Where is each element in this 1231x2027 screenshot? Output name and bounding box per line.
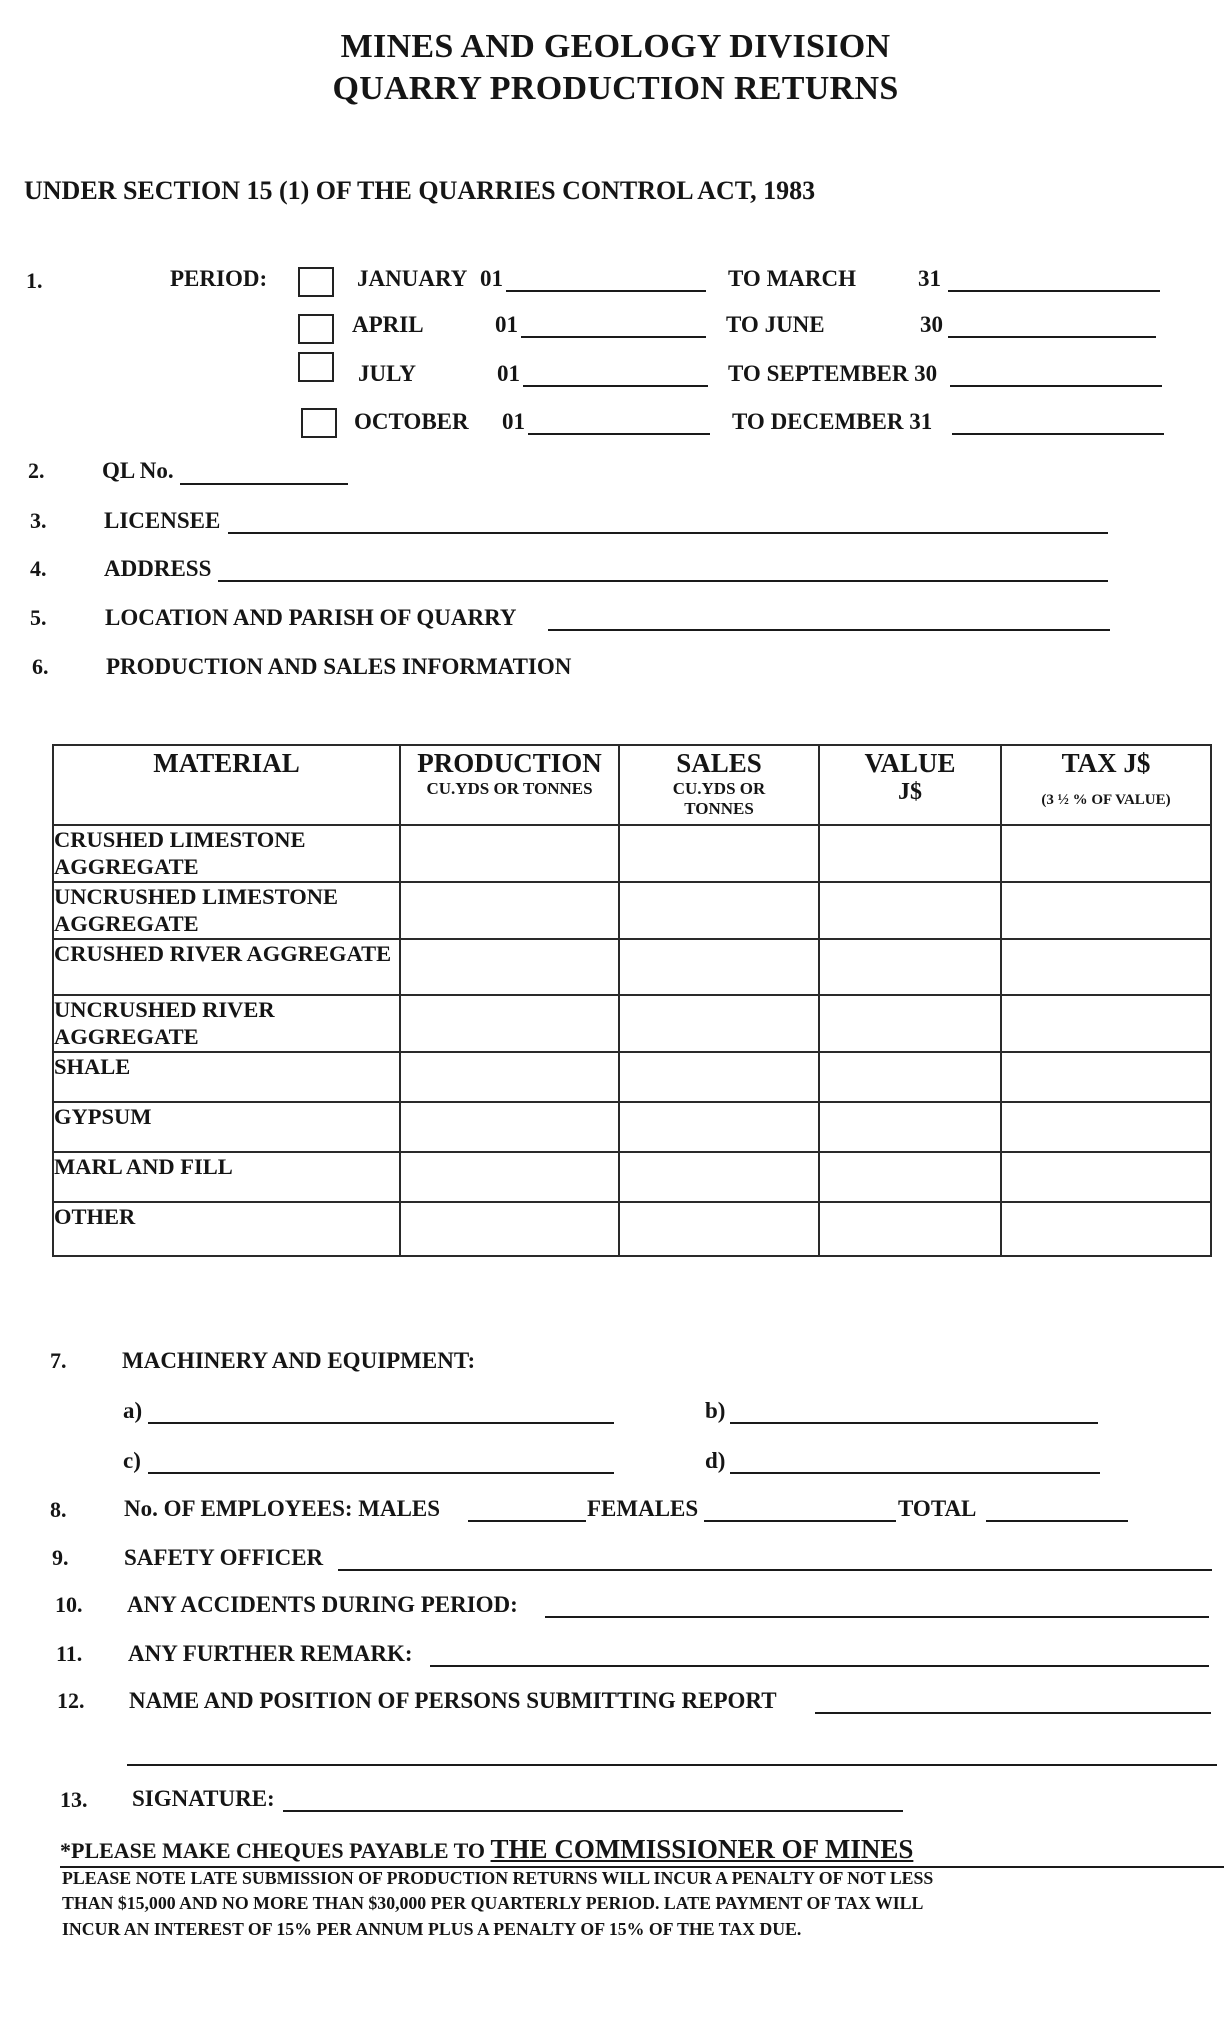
period-start-day: 01 bbox=[502, 409, 525, 434]
period-end: TO SEPTEMBER 30 bbox=[728, 361, 938, 386]
tax-cell[interactable] bbox=[1001, 939, 1211, 995]
production-sales-table bbox=[52, 744, 1212, 1257]
employees-females-label: FEMALES bbox=[587, 1496, 699, 1521]
submitter-field[interactable] bbox=[815, 1712, 1211, 1714]
item7-number: 7. bbox=[50, 1348, 67, 1373]
ql-number-label: QL No. bbox=[102, 458, 174, 483]
machinery-d-label: d) bbox=[705, 1448, 726, 1473]
production-cell[interactable] bbox=[400, 882, 619, 939]
production-cell[interactable] bbox=[400, 1152, 619, 1202]
tax-cell[interactable] bbox=[1001, 1202, 1211, 1256]
sales-cell[interactable] bbox=[619, 1152, 819, 1202]
material-cell: SHALE bbox=[53, 1052, 400, 1102]
material-cell: CRUSHED LIMESTONE AGGREGATE bbox=[53, 825, 400, 882]
production-sales-label: PRODUCTION AND SALES INFORMATION bbox=[106, 654, 572, 679]
safety-officer-label: SAFETY OFFICER bbox=[124, 1545, 324, 1570]
further-remark-field[interactable] bbox=[430, 1665, 1209, 1667]
material-cell: UNCRUSHED RIVER AGGREGATE bbox=[53, 995, 400, 1052]
table-row bbox=[53, 939, 1211, 995]
signature-field[interactable] bbox=[283, 1810, 903, 1812]
period-start-year-line[interactable] bbox=[528, 433, 710, 435]
sales-cell[interactable] bbox=[619, 939, 819, 995]
period-start-month: JANUARY bbox=[357, 266, 468, 291]
machinery-b-field[interactable] bbox=[730, 1422, 1098, 1424]
value-cell[interactable] bbox=[819, 939, 1001, 995]
ql-number-field[interactable] bbox=[180, 483, 348, 485]
table-row bbox=[53, 1052, 1211, 1102]
period-end: TO JUNE bbox=[726, 312, 825, 337]
sales-cell[interactable] bbox=[619, 882, 819, 939]
material-cell: GYPSUM bbox=[53, 1102, 400, 1152]
material-cell: MARL AND FILL bbox=[53, 1152, 400, 1202]
submitter-label: NAME AND POSITION OF PERSONS SUBMITTING REPORT bbox=[129, 1688, 777, 1713]
period-start-month: JULY bbox=[358, 361, 416, 386]
further-remark-label: ANY FURTHER REMARK: bbox=[128, 1641, 413, 1666]
location-parish-label: LOCATION AND PARISH OF QUARRY bbox=[105, 605, 517, 630]
cheque-instruction bbox=[60, 1834, 913, 1865]
accidents-field[interactable] bbox=[545, 1616, 1209, 1618]
production-cell[interactable] bbox=[400, 1102, 619, 1152]
table-row bbox=[53, 1202, 1211, 1256]
period-checkbox-q3[interactable] bbox=[298, 352, 334, 382]
header-sales: SALES CU.YDS OR TONNES bbox=[619, 745, 819, 825]
submitter-field-continued[interactable] bbox=[127, 1764, 1217, 1766]
sales-cell[interactable] bbox=[619, 1052, 819, 1102]
machinery-label: MACHINERY AND EQUIPMENT: bbox=[122, 1348, 476, 1373]
employees-females-field[interactable] bbox=[704, 1520, 896, 1522]
tax-cell[interactable] bbox=[1001, 1052, 1211, 1102]
tax-cell[interactable] bbox=[1001, 825, 1211, 882]
location-parish-field[interactable] bbox=[548, 629, 1110, 631]
employees-total-field[interactable] bbox=[986, 1520, 1128, 1522]
address-field[interactable] bbox=[218, 580, 1108, 582]
material-cell: UNCRUSHED LIMESTONE AGGREGATE bbox=[53, 882, 400, 939]
value-cell[interactable] bbox=[819, 825, 1001, 882]
period-start-day: 01 bbox=[480, 266, 503, 291]
item9-number: 9. bbox=[52, 1545, 69, 1570]
item1-number: 1. bbox=[26, 268, 43, 293]
tax-cell[interactable] bbox=[1001, 995, 1211, 1052]
machinery-c-field[interactable] bbox=[148, 1472, 614, 1474]
item6-number: 6. bbox=[32, 654, 49, 679]
production-cell[interactable] bbox=[400, 825, 619, 882]
value-cell[interactable] bbox=[819, 1152, 1001, 1202]
sales-cell[interactable] bbox=[619, 1202, 819, 1256]
material-cell: CRUSHED RIVER AGGREGATE bbox=[53, 939, 400, 995]
form-title-line2: QUARRY PRODUCTION RETURNS bbox=[332, 70, 899, 107]
sales-cell[interactable] bbox=[619, 995, 819, 1052]
period-end-year-line[interactable] bbox=[948, 336, 1156, 338]
header-material: MATERIAL bbox=[53, 745, 400, 825]
note-line: INCUR AN INTEREST OF 15% PER ANNUM PLUS A PENALTY OF 15% OF THE TAX DUE. bbox=[62, 1918, 802, 1939]
signature-label: SIGNATURE: bbox=[132, 1786, 275, 1811]
production-cell[interactable] bbox=[400, 1052, 619, 1102]
period-start-day: 01 bbox=[495, 312, 518, 337]
value-cell[interactable] bbox=[819, 1052, 1001, 1102]
machinery-a-field[interactable] bbox=[148, 1422, 614, 1424]
period-start-year-line[interactable] bbox=[523, 385, 708, 387]
tax-cell[interactable] bbox=[1001, 1152, 1211, 1202]
item11-number: 11. bbox=[56, 1641, 83, 1666]
table-row bbox=[53, 1152, 1211, 1202]
header-value: VALUE J$ bbox=[819, 745, 1001, 825]
item5-number: 5. bbox=[30, 605, 47, 630]
table-header-row bbox=[53, 745, 1211, 825]
header-production: PRODUCTION CU.YDS OR TONNES bbox=[400, 745, 619, 825]
table-row bbox=[53, 882, 1211, 939]
employees-total-label: TOTAL bbox=[898, 1496, 977, 1521]
period-end-day: 31 bbox=[918, 266, 941, 291]
production-cell[interactable] bbox=[400, 939, 619, 995]
machinery-c-label: c) bbox=[123, 1448, 141, 1473]
production-cell[interactable] bbox=[400, 995, 619, 1052]
production-cell[interactable] bbox=[400, 1202, 619, 1256]
machinery-d-field[interactable] bbox=[730, 1472, 1100, 1474]
period-checkbox-q1[interactable] bbox=[298, 267, 334, 297]
safety-officer-field[interactable] bbox=[338, 1569, 1212, 1571]
table-row bbox=[53, 995, 1211, 1052]
period-start-month: APRIL bbox=[352, 312, 424, 337]
value-cell[interactable] bbox=[819, 995, 1001, 1052]
section-reference: UNDER SECTION 15 (1) OF THE QUARRIES CONTROL ACT, 1983 bbox=[24, 176, 816, 205]
tax-cell[interactable] bbox=[1001, 1102, 1211, 1152]
address-label: ADDRESS bbox=[104, 556, 212, 581]
machinery-a-label: a) bbox=[123, 1398, 143, 1423]
item12-number: 12. bbox=[57, 1688, 85, 1713]
machinery-b-label: b) bbox=[705, 1398, 726, 1423]
period-start-year-line[interactable] bbox=[521, 336, 706, 338]
period-end-day: 30 bbox=[920, 312, 943, 337]
header-tax: TAX J$ (3 ½ % OF VALUE) bbox=[1001, 745, 1211, 825]
sales-cell[interactable] bbox=[619, 825, 819, 882]
period-start-year-line[interactable] bbox=[506, 290, 706, 292]
employees-males-field[interactable] bbox=[468, 1520, 586, 1522]
material-cell: OTHER bbox=[53, 1202, 400, 1256]
accidents-label: ANY ACCIDENTS DURING PERIOD: bbox=[127, 1592, 518, 1617]
period-start-month: OCTOBER bbox=[354, 409, 469, 434]
period-end: TO DECEMBER 31 bbox=[732, 409, 933, 434]
period-start-day: 01 bbox=[497, 361, 520, 386]
employees-males-label: No. OF EMPLOYEES: MALES bbox=[124, 1496, 441, 1521]
period-checkbox-q2[interactable] bbox=[298, 314, 334, 344]
value-cell[interactable] bbox=[819, 1202, 1001, 1256]
item2-number: 2. bbox=[28, 458, 45, 483]
period-label: PERIOD: bbox=[170, 266, 268, 291]
table-row bbox=[53, 825, 1211, 882]
period-checkbox-q4[interactable] bbox=[301, 408, 337, 438]
period-end: TO MARCH bbox=[728, 266, 856, 291]
period-end-year-line[interactable] bbox=[948, 290, 1160, 292]
period-end-year-line[interactable] bbox=[952, 433, 1164, 435]
table-row bbox=[53, 1102, 1211, 1152]
sales-cell[interactable] bbox=[619, 1102, 819, 1152]
licensee-field[interactable] bbox=[228, 532, 1108, 534]
item3-number: 3. bbox=[30, 508, 47, 533]
licensee-label: LICENSEE bbox=[104, 508, 221, 533]
value-cell[interactable] bbox=[819, 882, 1001, 939]
late-submission-note bbox=[62, 1866, 933, 1942]
item10-number: 10. bbox=[55, 1592, 83, 1617]
period-end-year-line[interactable] bbox=[950, 385, 1162, 387]
item4-number: 4. bbox=[30, 556, 47, 581]
note-line: THAN $15,000 AND NO MORE THAN $30,000 PER QUARTERLY PERIOD. LATE PAYMENT OF TAX WILL bbox=[62, 1893, 924, 1914]
item8-number: 8. bbox=[50, 1497, 67, 1522]
value-cell[interactable] bbox=[819, 1102, 1001, 1152]
cheque-payee: THE COMMISSIONER OF MINES bbox=[490, 1834, 914, 1864]
tax-cell[interactable] bbox=[1001, 882, 1211, 939]
item13-number: 13. bbox=[60, 1787, 88, 1812]
note-line: PLEASE NOTE LATE SUBMISSION OF PRODUCTION RETURNS WILL INCUR A PENALTY OF NOT LESS bbox=[62, 1868, 934, 1888]
form-title-line1: MINES AND GEOLOGY DIVISION bbox=[340, 28, 891, 65]
cheque-prefix: *PLEASE MAKE CHEQUES PAYABLE TO bbox=[60, 1838, 491, 1863]
